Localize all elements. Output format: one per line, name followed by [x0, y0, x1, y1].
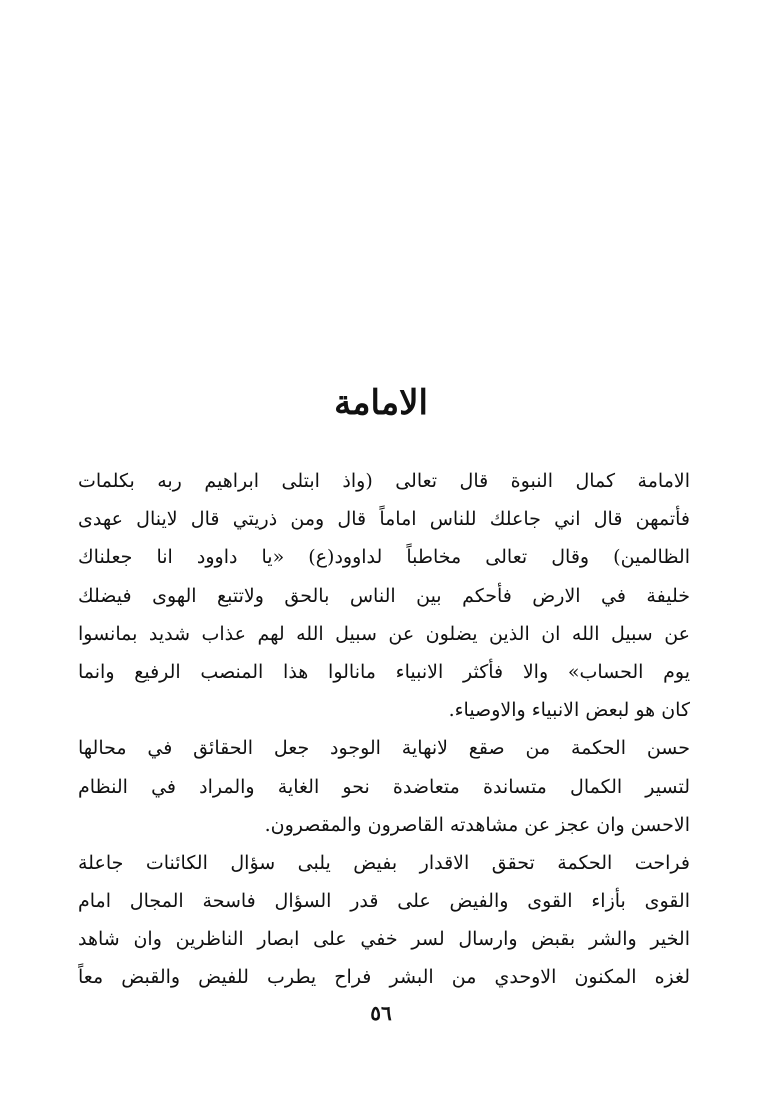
text-line: فأتمهن قال اني جاعلك للناس اماماً قال ومن ذريتي قال لاينال عهدى [78, 508, 690, 531]
text-line: فراحت الحكمة تحقق الاقدار بفيض يلبى سؤال الكائنات جاعلة [78, 851, 690, 874]
text-line: لتسير الكمال متساندة متعاضدة نحو الغاية والمراد في النظام [78, 775, 690, 798]
text-line: لغزه المكنون الاوحدي من البشر فراح يطرب للفيض والقبض معاً [78, 966, 690, 989]
text-line: حسن الحكمة من صقع لانهاية الوجود جعل الحقائق في محالها [78, 737, 690, 760]
text-line: كان هو لبعض الانبياء والاوصياء. [448, 699, 690, 722]
text-line: الظالمين) وقال تعالى مخاطباً لداوود(ع) «يا داوود انا جعلناك [78, 546, 690, 569]
text-line: الاحسن وان عجز عن مشاهدته القاصرون والمقصرون. [264, 813, 690, 836]
body-text [78, 462, 690, 997]
page-number: ٥٦ [370, 1001, 392, 1025]
chapter-title: الامامة [334, 383, 428, 423]
text-line: عن سبيل الله ان الذين يضلون عن سبيل الله لهم عذاب شديد بمانسوا [78, 622, 690, 645]
text-line: خليفة في الارض فأحكم بين الناس بالحق ولاتتبع الهوى فيضلك [78, 584, 690, 607]
text-line: الخير والشر بقبض وارسال لسر خفي على ابصار الناظرين وان شاهد [78, 928, 690, 951]
text-line: القوى بأزاء القوى والفيض على قدر السؤال فاسحة المجال امام [78, 890, 690, 913]
text-line: الامامة كمال النبوة قال تعالى (واذ ابتلى ابراهيم ربه بكلمات [78, 470, 690, 492]
text-line: يوم الحساب» والا فأكثر الانبياء مانالوا هذا المنصب الرفيع وانما [78, 660, 690, 683]
